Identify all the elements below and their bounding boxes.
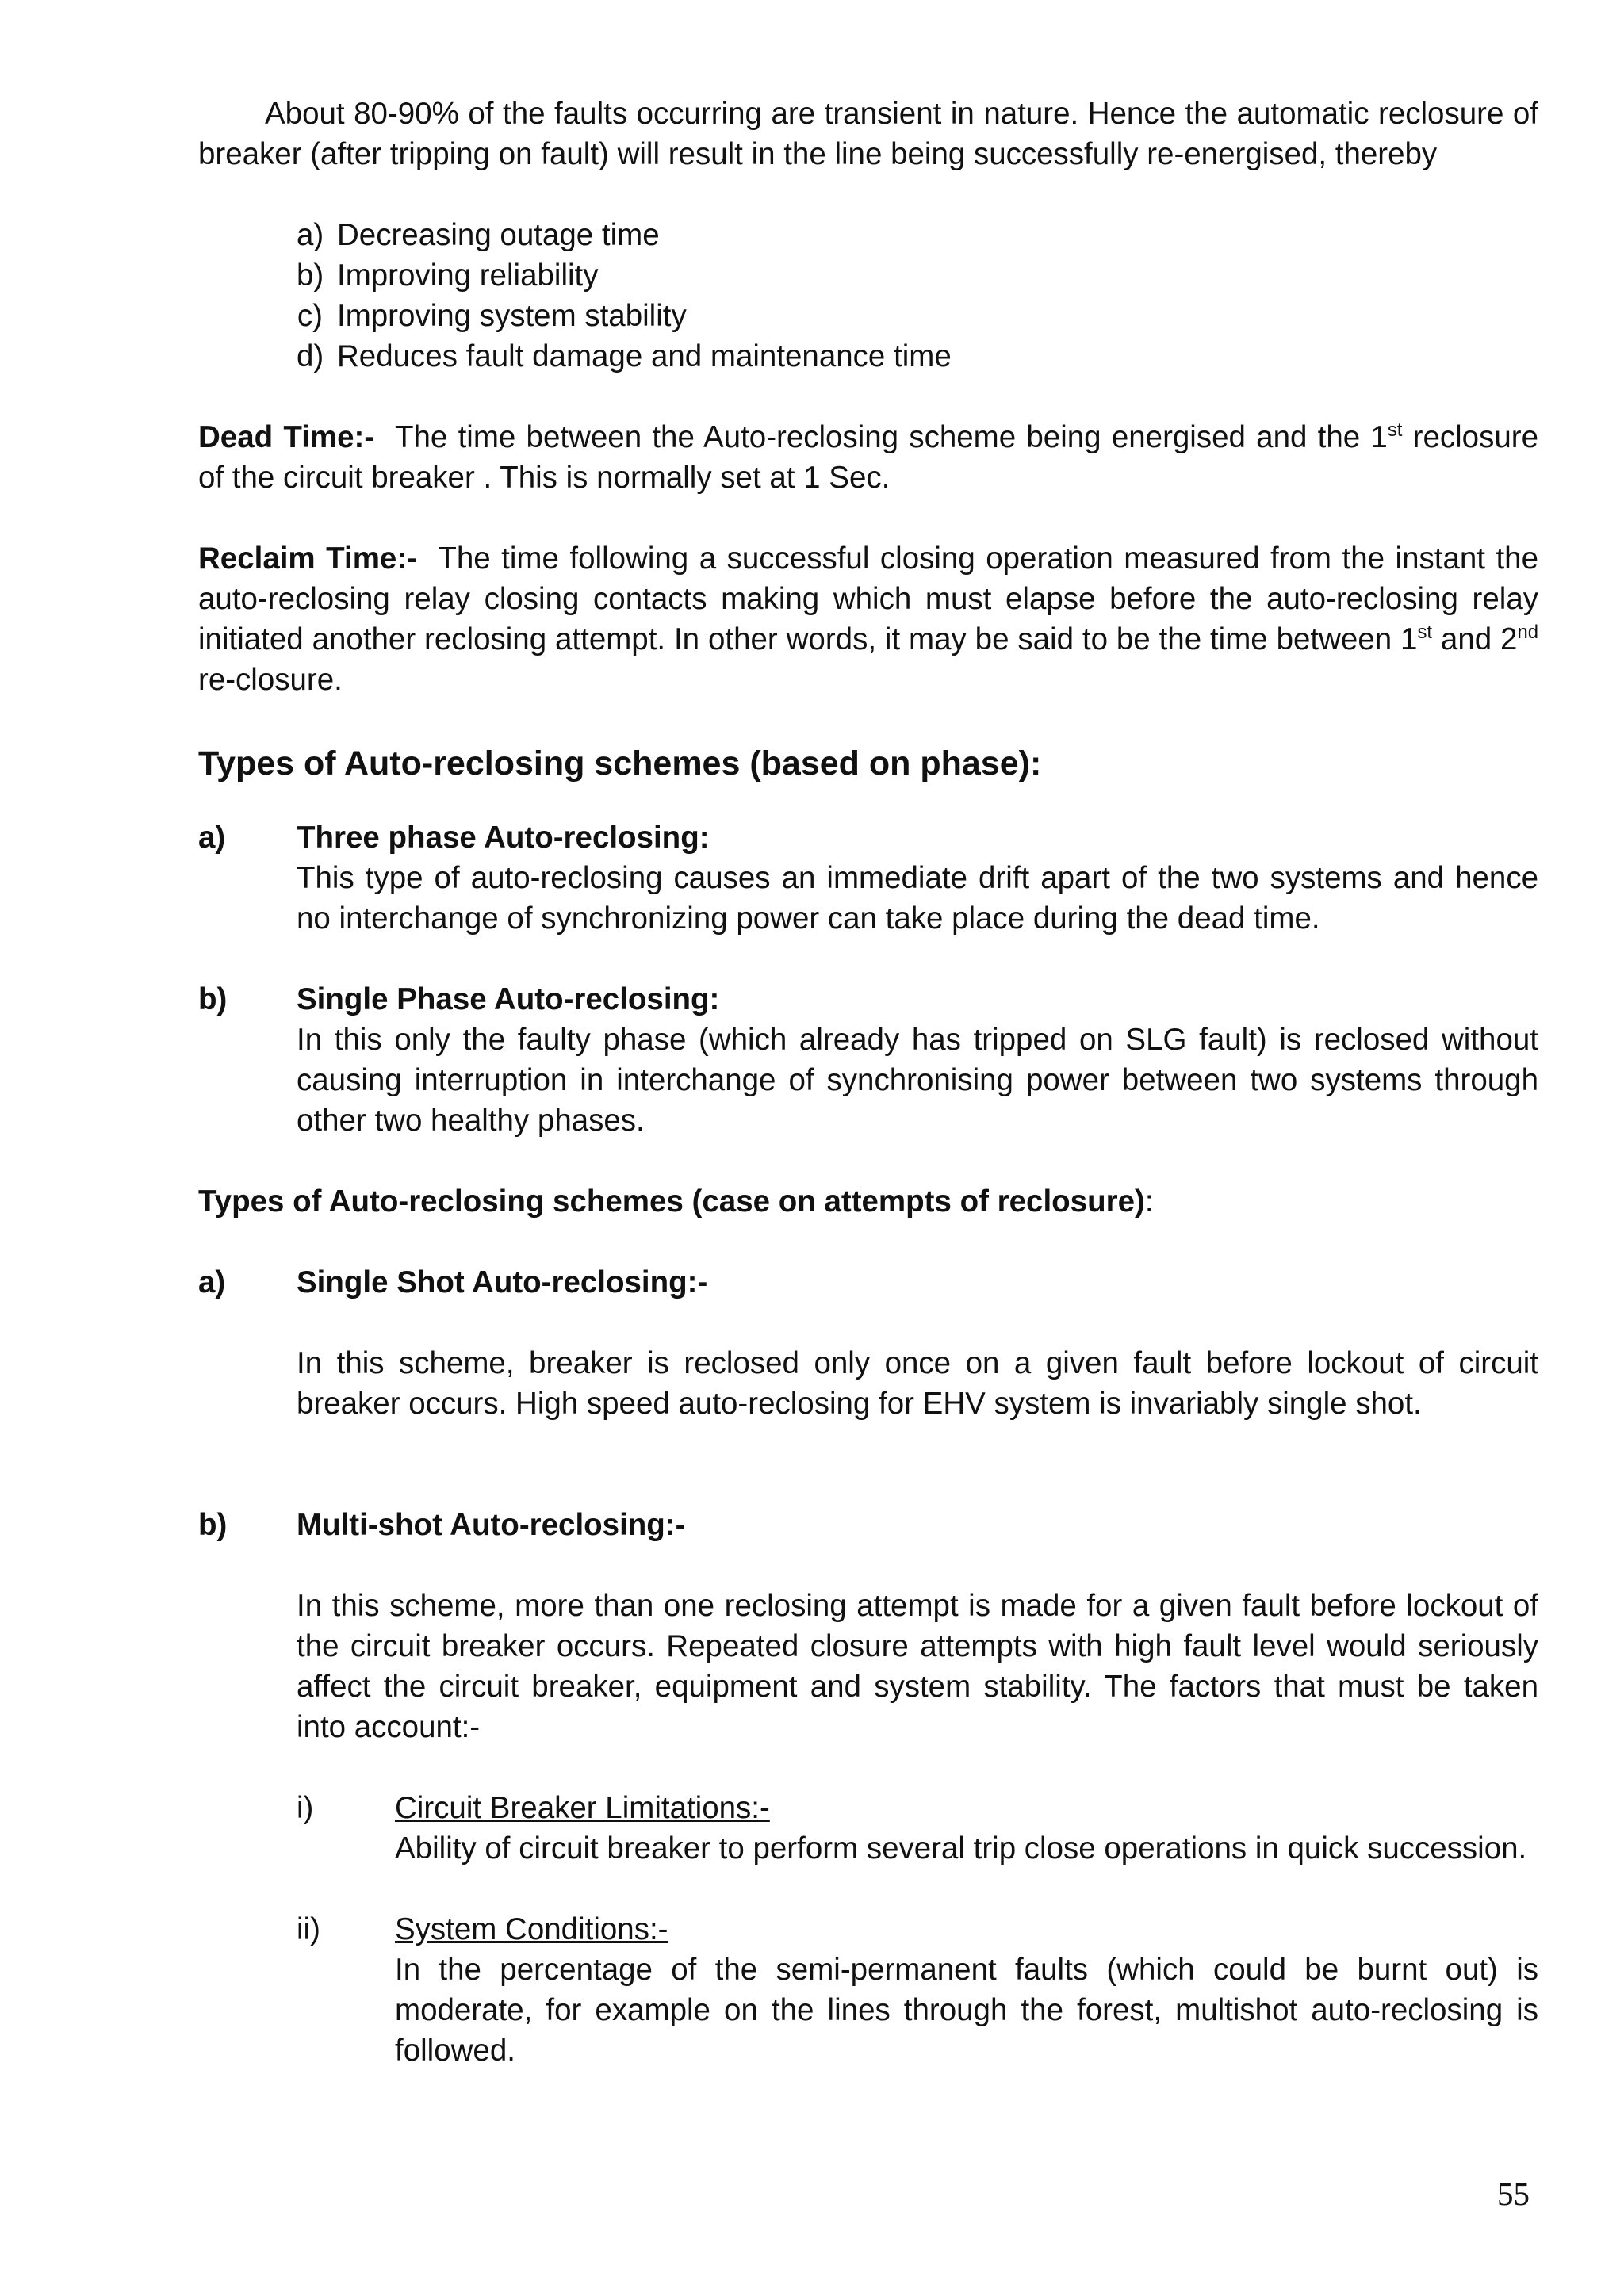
list-item — [297, 215, 1538, 255]
list-marker: a) — [297, 218, 324, 252]
list-item-text: Decreasing outage time — [337, 218, 660, 252]
phase-item-three-phase — [198, 817, 1538, 939]
list-item — [297, 255, 1538, 296]
factor-marker: ii) — [297, 1912, 320, 1946]
item-marker: a) — [198, 821, 226, 855]
superscript: nd — [1517, 622, 1538, 644]
list-marker: d) — [297, 339, 324, 373]
reclaim-time-text: and 2 — [1432, 622, 1518, 656]
document-page — [198, 94, 1538, 2071]
item-title: Single Shot Auto-reclosing:- — [297, 1265, 708, 1299]
reclaim-time-text: The time following a successful closing operation measured from the instant the auto-reclosing relay closing contacts making which must elapse before the auto-reclosing relay initiated another reclosing attempt. In other words, it may be said to be the time between 1 — [198, 541, 1538, 656]
phase-item-single-phase — [198, 979, 1538, 1141]
item-title: Multi-shot Auto-reclosing:- — [297, 1508, 686, 1542]
list-marker: c) — [297, 299, 323, 333]
list-item — [297, 336, 1538, 377]
factor-item-breaker-limitations — [297, 1788, 1538, 1869]
item-text: In this scheme, breaker is reclosed only once on a given fault before lockout of circuit breaker occurs. High speed auto-reclosing for EHV system is invariably single shot. — [297, 1346, 1538, 1421]
item-text: In this scheme, more than one reclosing attempt is made for a given fault before lockout of the circuit breaker occurs. Repeated closure attempts with high fault level would seriously affect the circuit breaker, equipment and system stability. The factors that must be taken into account:- — [297, 1589, 1538, 1744]
item-title: Single Phase Auto-reclosing: — [297, 982, 720, 1016]
dead-time-text: The time between the Auto-reclosing scheme being energised and the 1 — [395, 420, 1388, 454]
factor-title: System Conditions:- — [395, 1912, 668, 1946]
factor-text: Ability of circuit breaker to perform several trip close operations in quick succession. — [395, 1831, 1527, 1866]
item-text: In this only the faulty phase (which already has tripped on SLG fault) is reclosed without causing interruption in interchange of synchronising power between two systems through other two healthy phases. — [297, 1023, 1538, 1138]
list-item-text: Improving reliability — [337, 258, 599, 293]
superscript: st — [1417, 622, 1433, 644]
dead-time-paragraph — [198, 417, 1538, 498]
intro-paragraph: About 80-90% of the faults occurring are transient in nature. Hence the automatic reclosure of breaker (after tripping on fault) will result in the line being successfully re-energised, thereby — [198, 97, 1538, 171]
list-item-text: Improving system stability — [337, 299, 687, 333]
list-marker: b) — [297, 258, 324, 293]
benefits-list — [297, 215, 1538, 377]
item-text: This type of auto-reclosing causes an immediate drift apart of the two systems and hence no interchange of synchronizing power can take place during the dead time. — [297, 861, 1538, 936]
factor-item-system-conditions — [297, 1909, 1538, 2071]
item-marker: b) — [198, 1508, 228, 1542]
page-number: 55 — [1497, 2175, 1530, 2212]
item-title: Three phase Auto-reclosing: — [297, 821, 710, 855]
item-marker: a) — [198, 1265, 226, 1299]
dead-time-label: Dead Time:- — [198, 420, 375, 454]
reclaim-time-text: re-closure. — [198, 663, 343, 697]
item-marker: b) — [198, 982, 228, 1016]
reclaim-time-paragraph — [198, 538, 1538, 700]
superscript: st — [1387, 419, 1403, 442]
factor-marker: i) — [297, 1791, 314, 1825]
factor-text: In the percentage of the semi-permanent faults (which could be burnt out) is moderate, for example on the lines through the forest, multishot auto-reclosing is followed. — [395, 1953, 1538, 2068]
section-heading-attempts: Types of Auto-reclosing schemes (case on attempts of reclosure): — [198, 1184, 1154, 1219]
dead-time-text: reclosure of the circuit breaker . This is normally set at 1 Sec. — [198, 420, 1538, 495]
section-heading-phase: Types of Auto-reclosing schemes (based on phase): — [198, 744, 1042, 783]
factor-title: Circuit Breaker Limitations:- — [395, 1791, 770, 1825]
list-item — [297, 296, 1538, 336]
list-item-text: Reduces fault damage and maintenance time — [337, 339, 952, 373]
reclaim-time-label: Reclaim Time:- — [198, 541, 417, 576]
attempts-item-multi-shot — [198, 1505, 1538, 1747]
attempts-item-single-shot — [198, 1262, 1538, 1424]
